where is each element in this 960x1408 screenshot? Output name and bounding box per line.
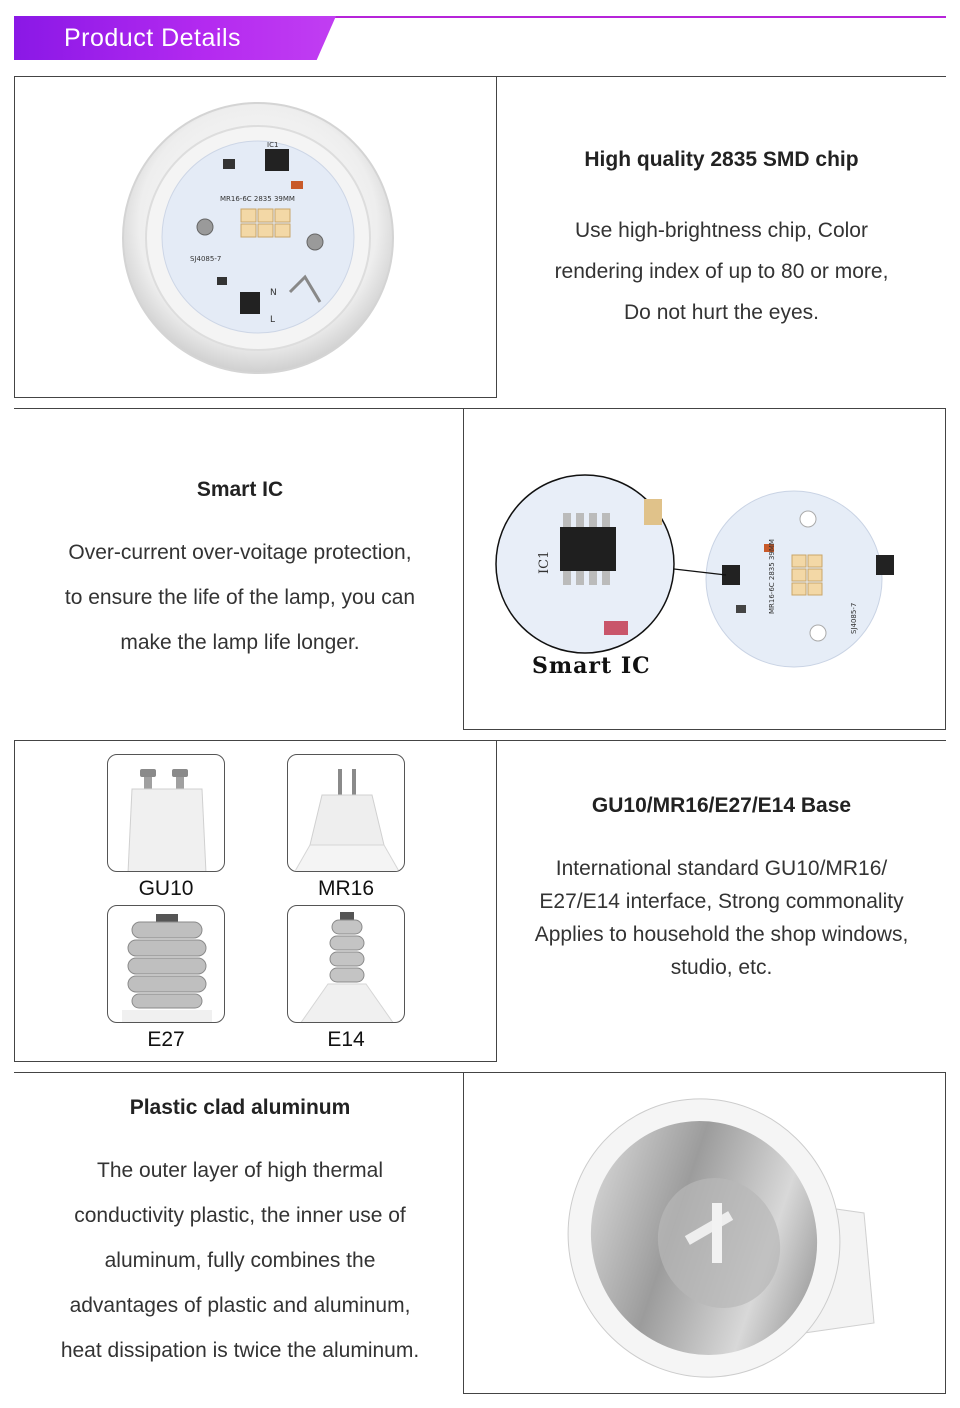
smart-ic-description xyxy=(14,478,466,665)
chip-description xyxy=(497,148,946,333)
led-module-photo xyxy=(15,77,497,398)
gu10-label: GU10 xyxy=(138,877,194,900)
section-header xyxy=(14,16,946,60)
svg-text:SJ4085-7: SJ4085-7 xyxy=(850,602,858,634)
divider xyxy=(14,408,464,409)
e14-label: E14 xyxy=(327,1028,365,1051)
smart-ic-photo xyxy=(464,409,946,730)
divider xyxy=(497,740,946,741)
mr16-thumbnail xyxy=(287,754,405,872)
chip-title: High quality 2835 SMD chip xyxy=(584,148,859,171)
svg-text:SJ4085-7: SJ4085-7 xyxy=(190,255,222,263)
svg-text:IC1: IC1 xyxy=(267,141,279,149)
svg-text:MR16-6C 2835 39MM: MR16-6C 2835 39MM xyxy=(768,539,776,614)
e27-thumbnail xyxy=(107,905,225,1023)
svg-text:N: N xyxy=(270,288,277,298)
svg-text:L: L xyxy=(270,315,276,325)
mr16-label: MR16 xyxy=(317,877,375,900)
e14-thumbnail xyxy=(287,905,405,1023)
page-title: Product Details xyxy=(64,24,242,52)
chip-image-panel xyxy=(14,76,497,398)
base-text: International standard GU10/MR16/ E27/E14 interface, Strong commonality Applies to household the shop windows, studio, etc. xyxy=(534,857,909,979)
divider xyxy=(14,1072,464,1073)
gu10-thumbnail xyxy=(107,754,225,872)
base-types-panel xyxy=(14,740,497,1062)
aluminum-text: The outer layer of high thermal conductivity plastic, the inner use of aluminum, fully combines the advantages of plastic and aluminum, heat dissipation is twice the aluminum. xyxy=(60,1159,420,1362)
chip-text: Use high-brightness chip, Color rendering index of up to 80 or more, Do not hurt the eyes. xyxy=(554,219,889,324)
zoom-ic-chip xyxy=(560,527,616,571)
e27-label: E27 xyxy=(147,1028,185,1051)
svg-text:IC1: IC1 xyxy=(537,550,552,574)
smart-ic-title: Smart IC xyxy=(196,478,284,501)
smart-ic-text: Over-current over-voitage protection, to ensure the life of the lamp, you can make the lamp life longer. xyxy=(64,541,416,654)
divider xyxy=(497,76,946,77)
aluminum-description xyxy=(14,1096,466,1373)
smart-ic-image-panel xyxy=(463,408,946,730)
lamp-housing-photo xyxy=(464,1073,946,1394)
svg-text:MR16-6C 2835 39MM: MR16-6C 2835 39MM xyxy=(220,195,295,203)
ic-chip xyxy=(265,149,289,171)
smart-ic-caption: Smart IC xyxy=(532,653,651,679)
aluminum-title: Plastic clad aluminum xyxy=(129,1096,351,1119)
aluminum-image-panel xyxy=(463,1072,946,1394)
base-title: GU10/MR16/E27/E14 Base xyxy=(591,794,852,817)
base-description xyxy=(497,794,946,984)
